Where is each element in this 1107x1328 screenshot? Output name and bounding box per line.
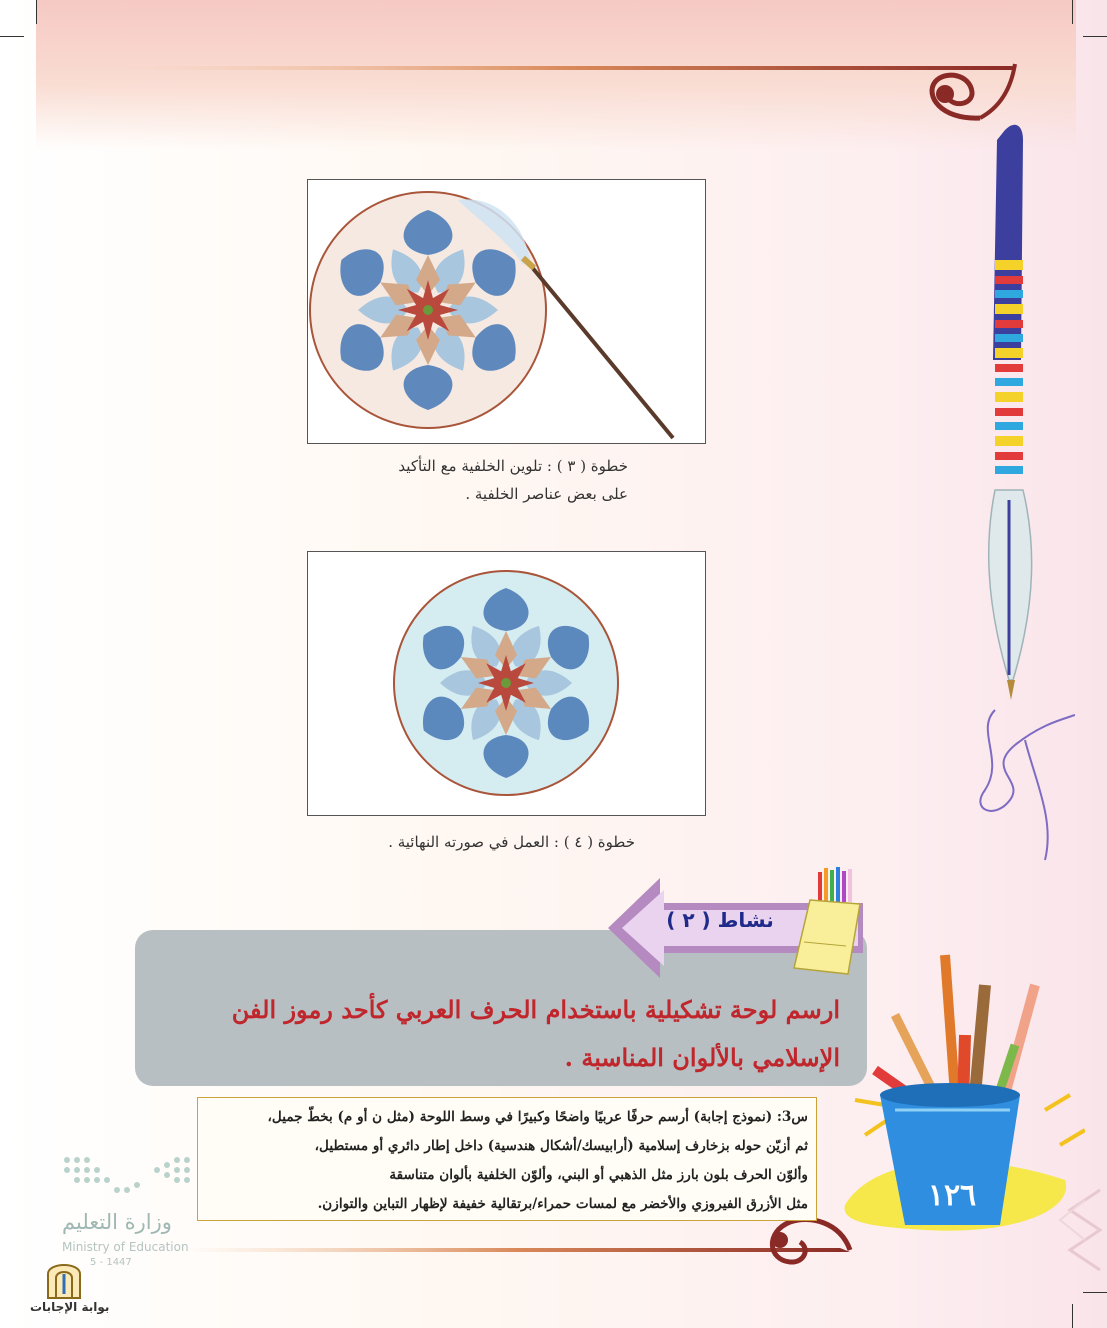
activity-line: الإسلامي بالألوان المناسبة . [564, 1043, 840, 1072]
ministry-name-ar: وزارة التعليم [62, 1210, 172, 1234]
page-number: ١٢٦ [927, 1178, 977, 1213]
activity-line: ارسم لوحة تشكيلية باستخدام الحرف العربي كأحد رموز الفن [231, 995, 840, 1024]
activity-instruction [160, 986, 840, 1082]
answer-line: ثم أزيّن حوله بزخارف إسلامية (أرابيسك/أشكال هندسية) داخل إطار دائري أو مستطيل، [314, 1138, 808, 1154]
activity-badge-label: نشاط ( ٢ ) [666, 908, 774, 932]
corner-pattern-watermark [1040, 1180, 1107, 1290]
caption-line: خطوة ( ٤ ) : العمل في صورته النهائية . [388, 833, 635, 851]
caption-line: على بعض عناصر الخلفية . [465, 485, 628, 503]
rosette-background-coloring-image [308, 180, 704, 442]
rosette-final-artwork-image [308, 552, 704, 814]
fountain-pen-illustration [965, 120, 1075, 880]
answer-line: مثل الأزرق الفيروزي والأخضر مع لمسات حمراء/برتقالية خفيفة لإظهار التباين والتوازن. [317, 1196, 808, 1212]
answer-line: وألوّن الحرف بلون بارز مثل الذهبي أو البني، وألوّن الخلفية بألوان متناسقة [389, 1167, 808, 1183]
answer-line: س3: (نموذج إجابة) أرسم حرفًا عربيًا واضحًا وكبيرًا في وسط اللوحة (مثل ن أو م) بخطّ جميل، [267, 1109, 808, 1125]
ministry-name-en: Ministry of Education [62, 1240, 189, 1254]
figure-step-4 [307, 551, 706, 816]
figure-step-3 [307, 179, 706, 444]
caption-line: خطوة ( ٣ ) : تلوين الخلفية مع التأكيد [398, 457, 628, 475]
portal-name: بوابة الإجابات [30, 1300, 110, 1314]
edition-year: 5 - 1447 [90, 1257, 132, 1268]
figure-2-caption [320, 828, 635, 856]
figure-1-caption [320, 452, 628, 508]
answer-box [197, 1097, 817, 1221]
ministry-logo-dots-icon [62, 1155, 202, 1205]
portal-logo-icon [44, 1256, 84, 1300]
